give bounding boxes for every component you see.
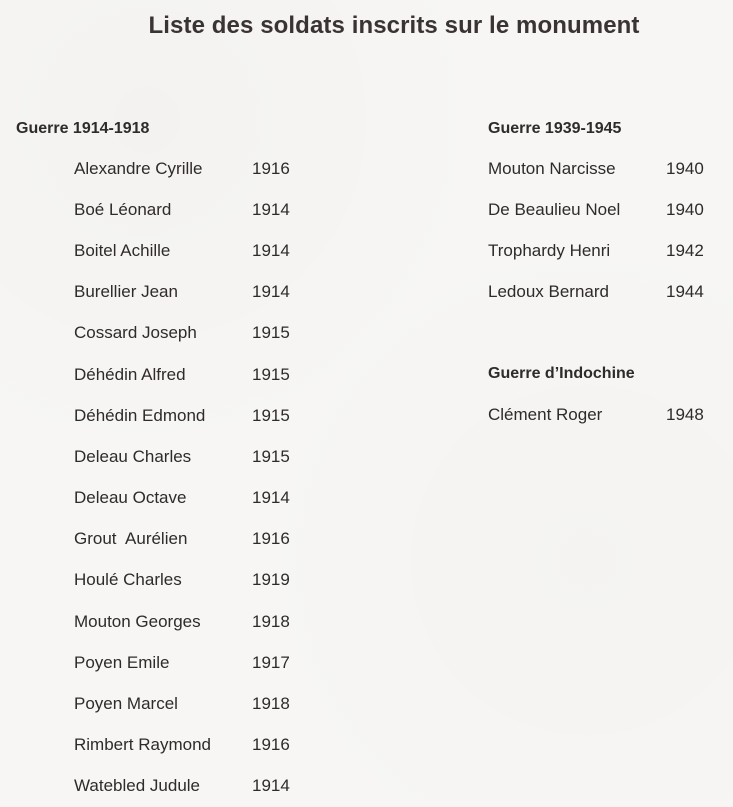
soldier-name: Déhédin Edmond	[74, 405, 206, 425]
soldier-name: Grout Aurélien	[74, 529, 188, 549]
list-item	[74, 436, 290, 477]
list-item	[74, 148, 290, 189]
list-item	[74, 354, 290, 395]
soldier-name: Trophardy Henri	[488, 240, 611, 260]
soldier-name: Poyen Marcel	[74, 694, 178, 714]
soldier-name: Ledoux Bernard	[488, 282, 609, 302]
soldier-name: Clément Roger	[488, 404, 603, 424]
soldier-name: Deleau Octave	[74, 488, 187, 508]
list-item	[488, 230, 704, 271]
death-year: 1914	[252, 776, 290, 796]
soldier-name: Boitel Achille	[74, 240, 171, 260]
death-year: 1917	[252, 652, 290, 672]
death-year: 1916	[252, 529, 290, 549]
death-year: 1940	[666, 158, 704, 178]
list-item	[74, 642, 290, 683]
death-year: 1915	[252, 405, 290, 425]
death-year: 1916	[252, 735, 290, 755]
soldier-list-indochine	[488, 394, 704, 435]
soldier-name: Houlé Charles	[74, 570, 182, 590]
death-year: 1914	[252, 240, 290, 260]
page-title: Liste des soldats inscrits sur le monument	[148, 12, 640, 39]
death-year: 1914	[252, 199, 290, 219]
death-year: 1914	[252, 488, 290, 508]
list-item	[74, 766, 290, 807]
soldier-name: De Beaulieu Noel	[488, 199, 621, 219]
soldier-name: Mouton Narcisse	[488, 158, 616, 178]
soldier-name: Watebled Judule	[74, 776, 201, 796]
soldier-name: Alexandre Cyrille	[74, 158, 203, 178]
section-heading-ww1: Guerre 1914-1918	[16, 120, 150, 137]
soldier-name: Cossard Joseph	[74, 323, 197, 343]
soldier-name: Deleau Charles	[74, 446, 192, 466]
soldier-list-ww1	[74, 148, 290, 807]
list-item	[74, 601, 290, 642]
section-heading-indochine: Guerre d’Indochine	[488, 365, 635, 382]
death-year: 1916	[252, 158, 290, 178]
death-year: 1918	[252, 694, 290, 714]
soldier-name: Burellier Jean	[74, 282, 178, 302]
death-year: 1915	[252, 323, 290, 343]
death-year: 1919	[252, 570, 290, 590]
soldier-name: Rimbert Raymond	[74, 735, 211, 755]
list-item	[74, 230, 290, 271]
list-item	[74, 189, 290, 230]
soldier-name: Poyen Emile	[74, 652, 170, 672]
death-year: 1914	[252, 282, 290, 302]
soldier-list-ww2	[488, 148, 704, 313]
list-item	[74, 395, 290, 436]
list-item	[488, 272, 704, 313]
death-year: 1915	[252, 446, 290, 466]
list-item	[488, 148, 704, 189]
soldier-name: Mouton Georges	[74, 611, 201, 631]
list-item	[74, 683, 290, 724]
list-item	[488, 189, 704, 230]
list-item	[74, 272, 290, 313]
death-year: 1948	[666, 404, 704, 424]
death-year: 1944	[666, 282, 704, 302]
list-item	[74, 519, 290, 560]
section-heading-ww2: Guerre 1939-1945	[488, 120, 622, 137]
death-year: 1915	[252, 364, 290, 384]
list-item	[74, 725, 290, 766]
list-item	[74, 478, 290, 519]
list-item	[74, 313, 290, 354]
soldier-name: Déhédin Alfred	[74, 364, 186, 384]
soldier-name: Boé Léonard	[74, 199, 172, 219]
death-year: 1942	[666, 240, 704, 260]
death-year: 1918	[252, 611, 290, 631]
list-item	[488, 394, 704, 435]
list-item	[74, 560, 290, 601]
death-year: 1940	[666, 199, 704, 219]
